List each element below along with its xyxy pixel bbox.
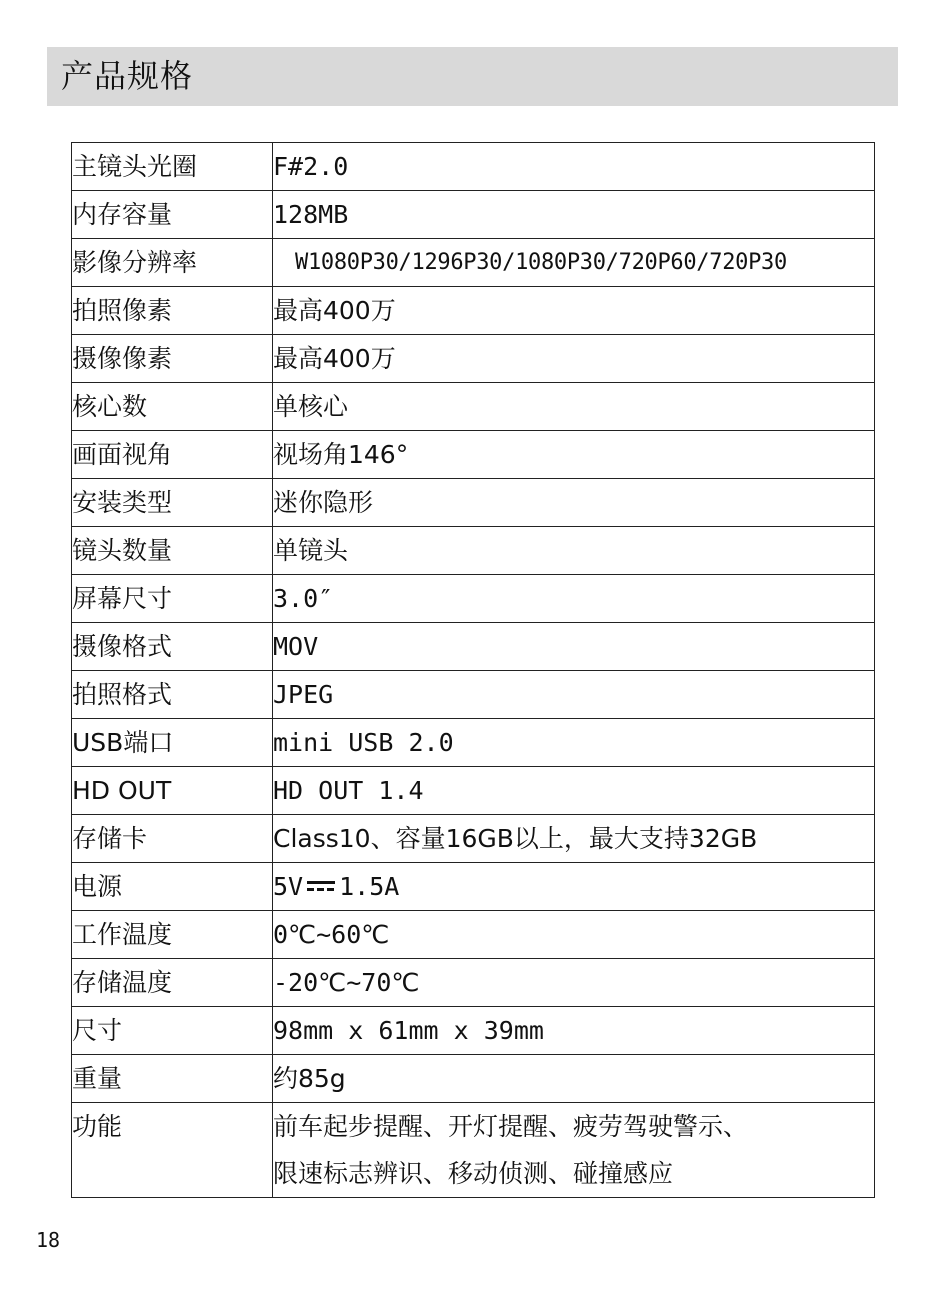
table-row	[72, 671, 875, 719]
spec-value: 98mm x 61mm x 39mm	[273, 1007, 875, 1055]
spec-value: 0℃~60℃	[273, 911, 875, 959]
spec-table	[71, 142, 875, 1198]
spec-value: mini USB 2.0	[273, 719, 875, 767]
spec-value: W1080P30/1296P30/1080P30/720P60/720P30	[273, 239, 875, 287]
spec-label: 拍照像素	[72, 287, 273, 335]
spec-label: 安装类型	[72, 479, 273, 527]
table-row	[72, 911, 875, 959]
table-row	[72, 527, 875, 575]
table-row	[72, 575, 875, 623]
spec-value: 3.0″	[273, 575, 875, 623]
current-text: 1.5A	[339, 872, 400, 901]
spec-value: HD OUT 1.4	[273, 767, 875, 815]
spec-label: 摄像像素	[72, 335, 273, 383]
dc-symbol-icon	[307, 879, 335, 893]
table-row	[72, 623, 875, 671]
table-row	[72, 191, 875, 239]
table-row	[72, 479, 875, 527]
table-row	[72, 719, 875, 767]
table-row	[72, 143, 875, 191]
spec-value: Class10、容量16GB以上，最大支持32GB	[273, 815, 875, 863]
spec-label: 画面视角	[72, 431, 273, 479]
spec-value: JPEG	[273, 671, 875, 719]
spec-value	[273, 863, 875, 911]
spec-value: 128MB	[273, 191, 875, 239]
spec-value: 迷你隐形	[273, 479, 875, 527]
table-row	[72, 383, 875, 431]
table-row	[72, 239, 875, 287]
spec-label: 拍照格式	[72, 671, 273, 719]
page-title: 产品规格	[61, 57, 194, 95]
table-row	[72, 1055, 875, 1103]
table-row	[72, 815, 875, 863]
spec-label: USB端口	[72, 719, 273, 767]
page-number: 18	[36, 1228, 61, 1252]
spec-value: F#2.0	[273, 143, 875, 191]
spec-label: 核心数	[72, 383, 273, 431]
spec-value: 单核心	[273, 383, 875, 431]
spec-value: -20℃~70℃	[273, 959, 875, 1007]
spec-label: 存储温度	[72, 959, 273, 1007]
spec-label: 重量	[72, 1055, 273, 1103]
spec-value: 最高400万	[273, 287, 875, 335]
voltage-text: 5V	[273, 872, 304, 901]
table-row	[72, 767, 875, 815]
spec-label: 影像分辨率	[72, 239, 273, 287]
spec-value: MOV	[273, 623, 875, 671]
function-line-1: 前车起步提醒、开灯提醒、疲劳驾驶警示、	[273, 1112, 749, 1141]
spec-label: 主镜头光圈	[72, 143, 273, 191]
spec-value: 视场角146°	[273, 431, 875, 479]
spec-label: 功能	[72, 1103, 273, 1198]
table-row	[72, 335, 875, 383]
table-row	[72, 1007, 875, 1055]
spec-value	[273, 1103, 875, 1198]
spec-label: 电源	[72, 863, 273, 911]
spec-value: 单镜头	[273, 527, 875, 575]
spec-label: 内存容量	[72, 191, 273, 239]
spec-value: 约85g	[273, 1055, 875, 1103]
spec-label: 摄像格式	[72, 623, 273, 671]
table-row	[72, 287, 875, 335]
function-line-2: 限速标志辨识、移动侦测、碰撞感应	[273, 1159, 674, 1188]
section-header	[47, 47, 898, 106]
spec-label: 尺寸	[72, 1007, 273, 1055]
spec-label: HD OUT	[72, 767, 273, 815]
spec-value: 最高400万	[273, 335, 875, 383]
table-row	[72, 1103, 875, 1198]
spec-label: 镜头数量	[72, 527, 273, 575]
table-row	[72, 959, 875, 1007]
table-row	[72, 431, 875, 479]
spec-label: 屏幕尺寸	[72, 575, 273, 623]
table-row	[72, 863, 875, 911]
spec-label: 工作温度	[72, 911, 273, 959]
spec-label: 存储卡	[72, 815, 273, 863]
